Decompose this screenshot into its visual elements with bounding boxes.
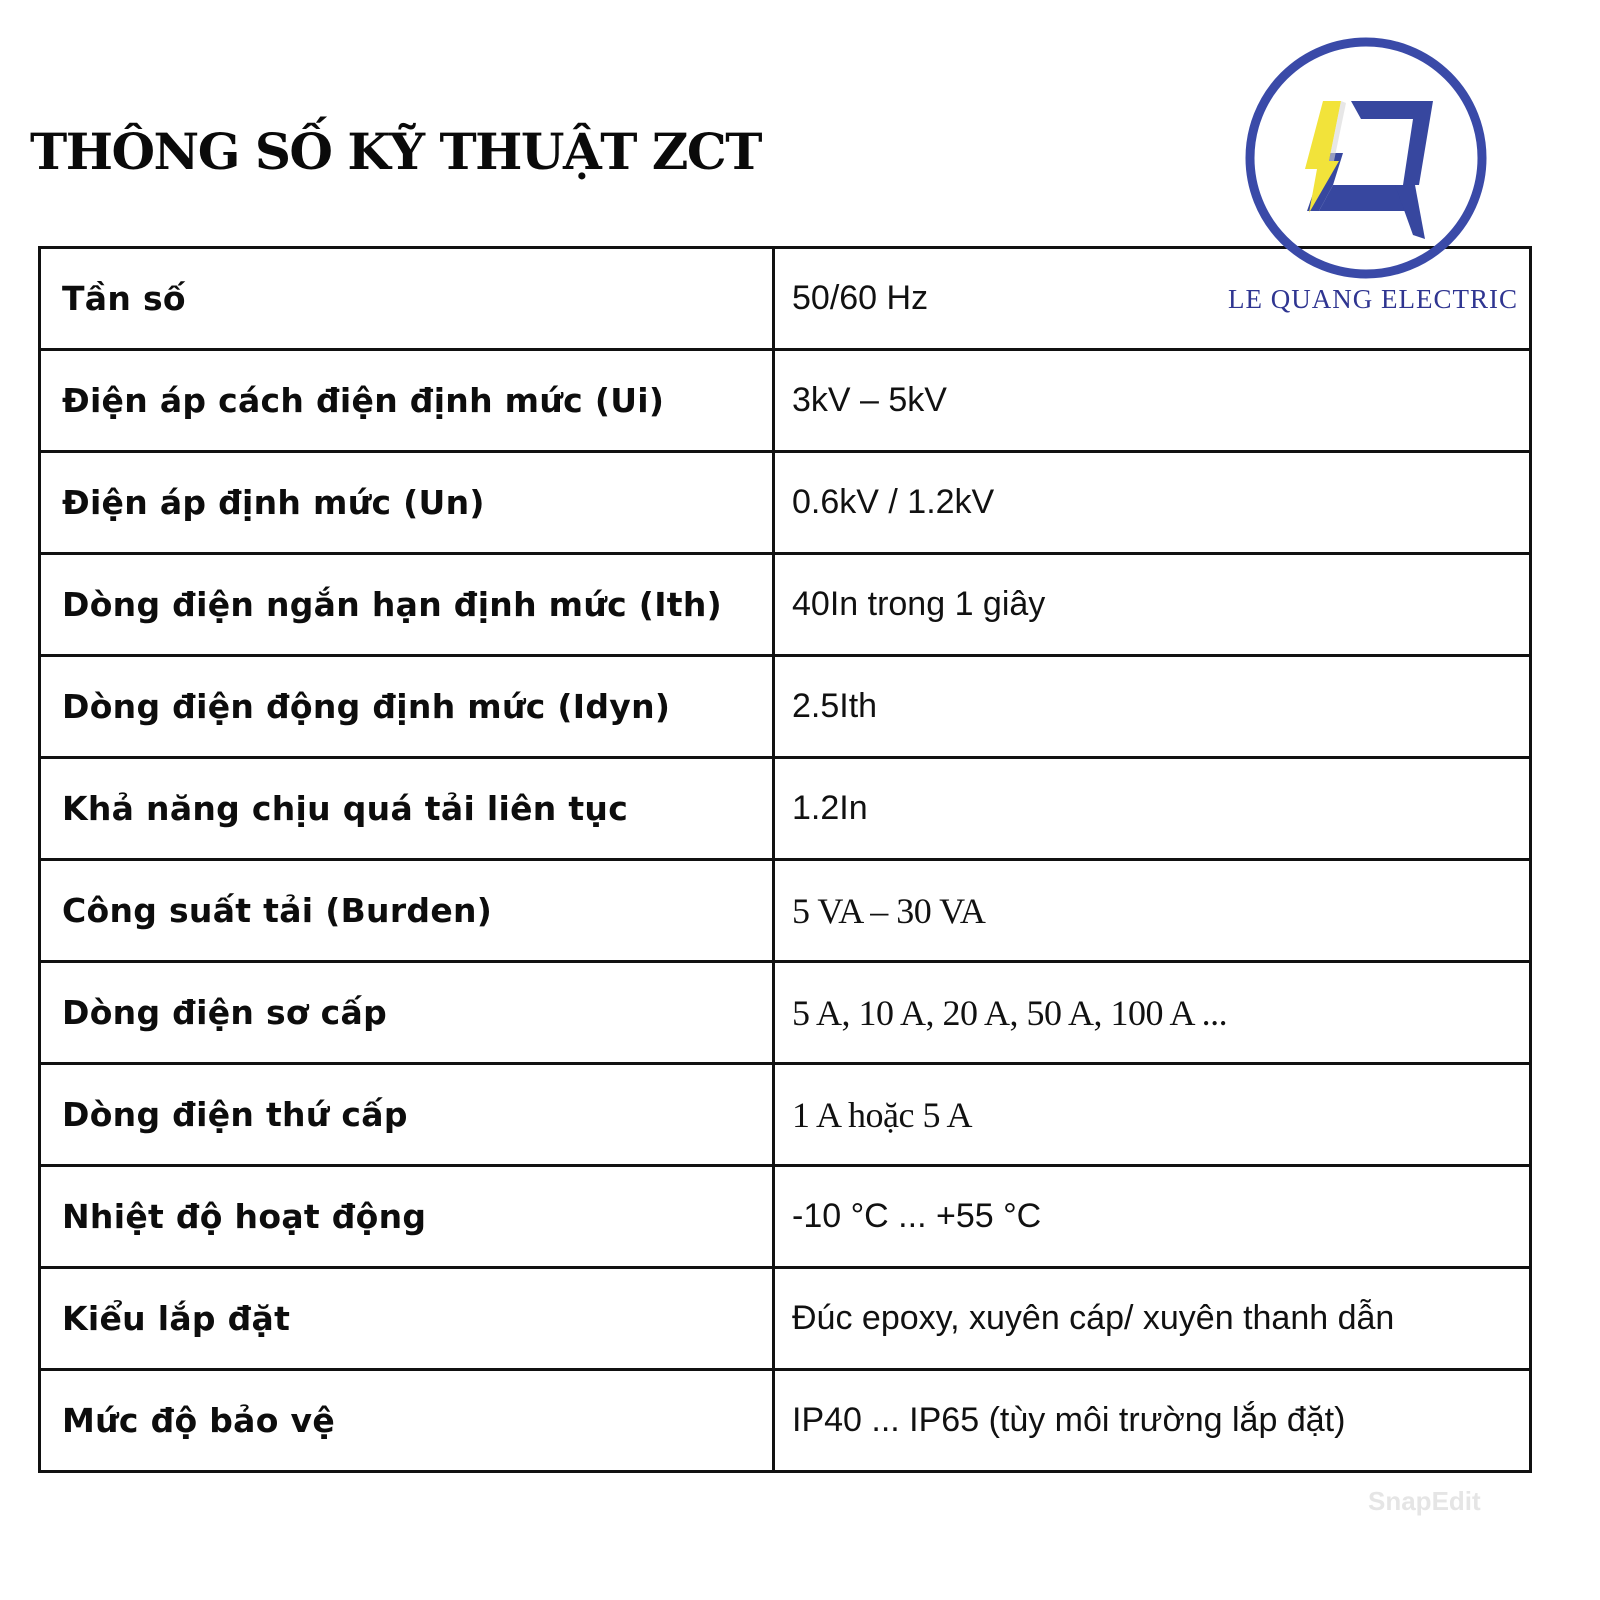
table-row xyxy=(40,758,1531,860)
spec-value: 1.2In xyxy=(774,758,1531,860)
spec-value: 2.5Ith xyxy=(774,656,1531,758)
spec-value: 5 A, 10 A, 20 A, 50 A, 100 A ... xyxy=(774,962,1531,1064)
spec-value: 40In trong 1 giây xyxy=(774,554,1531,656)
spec-label: Dòng điện động định mức (Idyn) xyxy=(40,656,774,758)
table-row xyxy=(40,1268,1531,1370)
spec-table xyxy=(38,246,1532,1473)
spec-label: Dòng điện sơ cấp xyxy=(40,962,774,1064)
table-row xyxy=(40,656,1531,758)
spec-value: IP40 ... IP65 (tùy môi trường lắp đặt) xyxy=(774,1370,1531,1472)
spec-value: 5 VA – 30 VA xyxy=(774,860,1531,962)
table-row xyxy=(40,452,1531,554)
spec-value: 1 A hoặc 5 A xyxy=(774,1064,1531,1166)
spec-label: Nhiệt độ hoạt động xyxy=(40,1166,774,1268)
page-title: THÔNG SỐ KỸ THUẬT ZCT xyxy=(30,122,761,181)
table-row xyxy=(40,962,1531,1064)
spec-label: Điện áp định mức (Un) xyxy=(40,452,774,554)
watermark-text: SnapEdit xyxy=(1368,1486,1481,1516)
spec-value: Đúc epoxy, xuyên cáp/ xuyên thanh dẫn xyxy=(774,1268,1531,1370)
table-row xyxy=(40,1064,1531,1166)
spec-value: 0.6kV / 1.2kV xyxy=(774,452,1531,554)
spec-label: Dòng điện ngắn hạn định mức (Ith) xyxy=(40,554,774,656)
table-row xyxy=(40,860,1531,962)
table-row xyxy=(40,350,1531,452)
spec-label: Điện áp cách điện định mức (Ui) xyxy=(40,350,774,452)
spec-value: -10 °C ... +55 °C xyxy=(774,1166,1531,1268)
spec-label: Dòng điện thứ cấp xyxy=(40,1064,774,1166)
spec-label: Mức độ bảo vệ xyxy=(40,1370,774,1472)
spec-label: Khả năng chịu quá tải liên tục xyxy=(40,758,774,860)
spec-value: 50/60 Hz xyxy=(774,248,1531,350)
lq-lightning-logo-icon xyxy=(1243,35,1489,281)
table-row xyxy=(40,554,1531,656)
table-row xyxy=(40,1166,1531,1268)
spec-value: 3kV – 5kV xyxy=(774,350,1531,452)
spec-label: Công suất tải (Burden) xyxy=(40,860,774,962)
spec-label: Tần số xyxy=(40,248,774,350)
spec-label: Kiểu lắp đặt xyxy=(40,1268,774,1370)
table-row xyxy=(40,1370,1531,1472)
brand-name: LE QUANG ELECTRIC xyxy=(1228,284,1518,314)
